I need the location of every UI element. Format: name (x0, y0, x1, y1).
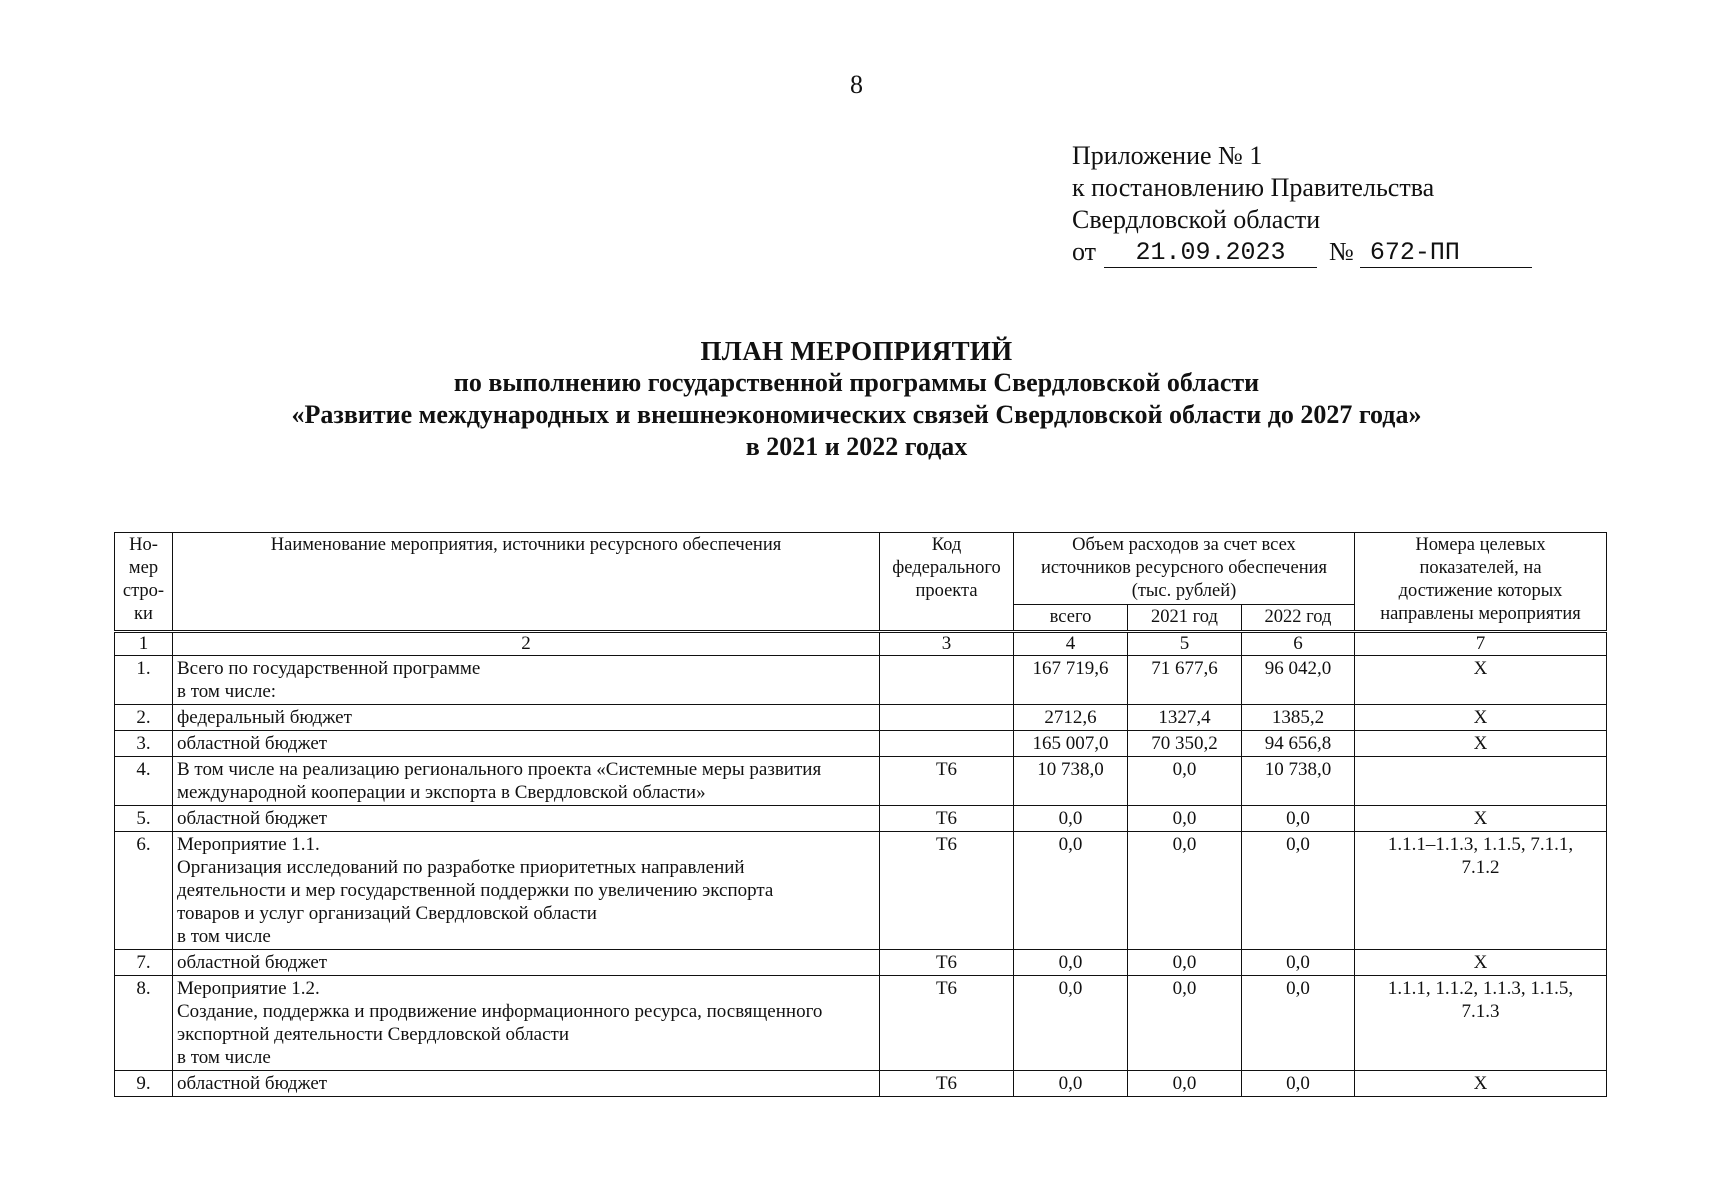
title-line-4: в 2021 и 2022 годах (745, 432, 968, 461)
row-targets-line: 7.1.2 (1461, 857, 1500, 878)
row-2021: 0,0 (1128, 976, 1242, 1071)
column-number: 4 (1014, 632, 1128, 656)
row-2022: 0,0 (1242, 806, 1355, 832)
row-number: 9. (115, 1071, 173, 1097)
title-line-3: «Развитие международных и внешнеэкономических связей Свердловской области до 2027 года» (291, 400, 1422, 429)
row-number: 3. (115, 731, 173, 757)
annex-resolution: к постановлению Правительства (1072, 173, 1435, 202)
column-number: 7 (1355, 632, 1607, 656)
row-2021: 71 677,6 (1128, 656, 1242, 705)
row-name-line: Создание, поддержка и продвижение информационного ресурса, посвященного (177, 1001, 823, 1022)
table-row (115, 757, 1607, 806)
row-targets-line: X (1473, 733, 1488, 754)
row-total: 0,0 (1014, 832, 1128, 950)
column-number: 1 (115, 632, 173, 656)
header-volume-line: Объем расходов за счет всех (1072, 535, 1296, 555)
row-name-line: в том числе (177, 1047, 271, 1068)
row-name (173, 950, 880, 976)
row-targets-line: 1.1.1, 1.1.2, 1.1.3, 1.1.5, (1387, 978, 1574, 999)
header-code-line: федерального (892, 558, 1001, 578)
row-targets-line: 1.1.1–1.1.3, 1.1.5, 7.1.1, (1387, 834, 1574, 855)
table-row (115, 731, 1607, 757)
row-targets (1355, 976, 1607, 1071)
row-number: 4. (115, 757, 173, 806)
header-code-line: проекта (915, 581, 978, 601)
table-row (115, 832, 1607, 950)
header-row-number-line: мер (128, 558, 159, 578)
table-row (115, 656, 1607, 705)
number-label: № (1329, 237, 1354, 266)
header-row-number-line: ки (134, 604, 153, 624)
row-targets (1355, 757, 1607, 806)
row-2022: 0,0 (1242, 950, 1355, 976)
row-code (880, 705, 1014, 731)
header-code (880, 533, 1014, 632)
header-row-number-line: Но- (129, 535, 158, 555)
row-name (173, 1071, 880, 1097)
row-2021: 70 350,2 (1128, 731, 1242, 757)
row-2022: 10 738,0 (1242, 757, 1355, 806)
document-title (0, 335, 1713, 463)
row-targets-line: X (1473, 952, 1488, 973)
page-number: 8 (850, 70, 863, 99)
row-2021: 0,0 (1128, 1071, 1242, 1097)
row-targets-line: X (1473, 658, 1488, 679)
header-volume-line: источников ресурсного обеспечения (1040, 558, 1328, 578)
column-numbers-row (115, 632, 1607, 656)
row-name-line: Всего по государственной программе (177, 658, 481, 679)
row-2021: 0,0 (1128, 806, 1242, 832)
row-2021: 0,0 (1128, 950, 1242, 976)
row-2022: 94 656,8 (1242, 731, 1355, 757)
row-name-line: деятельности и мер государственной поддержки по увеличению экспорта (177, 880, 774, 901)
row-2022: 0,0 (1242, 1071, 1355, 1097)
annex-date-number (1072, 236, 1532, 268)
table-row (115, 806, 1607, 832)
row-name-line: В том числе на реализацию регионального проекта «Системные меры развития (177, 759, 822, 780)
header-volume-line: (тыс. рублей) (1131, 581, 1237, 601)
row-targets (1355, 705, 1607, 731)
row-name (173, 757, 880, 806)
row-2021: 0,0 (1128, 757, 1242, 806)
plan-table (114, 532, 1607, 1097)
row-name-line: областной бюджет (177, 733, 328, 754)
row-2022: 0,0 (1242, 832, 1355, 950)
row-targets-line: X (1473, 808, 1488, 829)
row-code (880, 656, 1014, 705)
column-number: 5 (1128, 632, 1242, 656)
column-number: 2 (173, 632, 880, 656)
row-name (173, 832, 880, 950)
row-targets-line: X (1473, 1073, 1488, 1094)
row-name (173, 705, 880, 731)
title-line-2: по выполнению государственной программы Свердловской области (453, 368, 1260, 397)
header-targets (1355, 533, 1607, 632)
row-name (173, 806, 880, 832)
row-name-line: Мероприятие 1.1. (177, 834, 320, 855)
row-number: 7. (115, 950, 173, 976)
row-targets (1355, 832, 1607, 950)
row-targets (1355, 1071, 1607, 1097)
header-row-number (115, 533, 173, 632)
row-code: Т6 (880, 950, 1014, 976)
header-name: Наименование мероприятия, источники ресурсного обеспечения (173, 533, 880, 632)
header-total: всего (1014, 605, 1128, 632)
table-row (115, 1071, 1607, 1097)
row-name (173, 656, 880, 705)
row-number: 2. (115, 705, 173, 731)
header-targets-line: направлены мероприятия (1380, 604, 1581, 624)
row-name-line: областной бюджет (177, 1073, 328, 1094)
row-total: 0,0 (1014, 1071, 1128, 1097)
row-name-line: областной бюджет (177, 952, 328, 973)
column-number: 6 (1242, 632, 1355, 656)
table-row (115, 705, 1607, 731)
row-number: 6. (115, 832, 173, 950)
table-row (115, 950, 1607, 976)
resolution-number: 672-ПП (1360, 239, 1532, 268)
row-2022: 96 042,0 (1242, 656, 1355, 705)
row-code: Т6 (880, 976, 1014, 1071)
row-total: 165 007,0 (1014, 731, 1128, 757)
row-2021: 1327,4 (1128, 705, 1242, 731)
resolution-date: 21.09.2023 (1104, 239, 1317, 268)
column-number: 3 (880, 632, 1014, 656)
row-total: 2712,6 (1014, 705, 1128, 731)
row-name (173, 731, 880, 757)
header-volume (1014, 533, 1355, 605)
row-targets (1355, 731, 1607, 757)
annex-block (1072, 140, 1532, 268)
row-name (173, 976, 880, 1071)
row-name-line: Организация исследований по разработке приоритетных направлений (177, 857, 745, 878)
row-name-line: Мероприятие 1.2. (177, 978, 320, 999)
row-targets (1355, 656, 1607, 705)
annex-title: Приложение № 1 (1072, 141, 1263, 170)
header-targets-line: достижение которых (1398, 581, 1563, 601)
row-number: 5. (115, 806, 173, 832)
annex-region: Свердловской области (1072, 205, 1321, 234)
row-targets (1355, 950, 1607, 976)
row-total: 167 719,6 (1014, 656, 1128, 705)
header-targets-line: Номера целевых (1415, 535, 1546, 555)
row-name-line: в том числе (177, 926, 271, 947)
row-number: 1. (115, 656, 173, 705)
row-code: Т6 (880, 757, 1014, 806)
row-total: 0,0 (1014, 806, 1128, 832)
from-label: от (1072, 237, 1097, 266)
header-2022: 2022 год (1242, 605, 1355, 632)
row-total: 0,0 (1014, 950, 1128, 976)
row-2021: 0,0 (1128, 832, 1242, 950)
row-name-line: международной кооперации и экспорта в Свердловской области» (177, 782, 706, 803)
header-targets-line: показателей, на (1419, 558, 1542, 578)
row-code: Т6 (880, 806, 1014, 832)
row-name-line: товаров и услуг организаций Свердловской области (177, 903, 597, 924)
header-row-number-line: стро- (122, 581, 165, 601)
row-name-line: экспортной деятельности Свердловской области (177, 1024, 570, 1045)
title-line-1: ПЛАН МЕРОПРИЯТИЙ (700, 336, 1013, 366)
row-targets-line: X (1473, 707, 1488, 728)
row-total: 10 738,0 (1014, 757, 1128, 806)
row-code (880, 731, 1014, 757)
row-name-line: в том числе: (177, 681, 277, 702)
row-total: 0,0 (1014, 976, 1128, 1071)
header-code-line: Код (931, 535, 962, 555)
row-number: 8. (115, 976, 173, 1071)
row-code: Т6 (880, 832, 1014, 950)
row-code: Т6 (880, 1071, 1014, 1097)
row-2022: 0,0 (1242, 976, 1355, 1071)
row-targets-line: 7.1.3 (1461, 1001, 1500, 1022)
row-name-line: областной бюджет (177, 808, 328, 829)
header-2021: 2021 год (1128, 605, 1242, 632)
table-row (115, 976, 1607, 1071)
row-name-line: федеральный бюджет (177, 707, 352, 728)
row-2022: 1385,2 (1242, 705, 1355, 731)
row-targets (1355, 806, 1607, 832)
